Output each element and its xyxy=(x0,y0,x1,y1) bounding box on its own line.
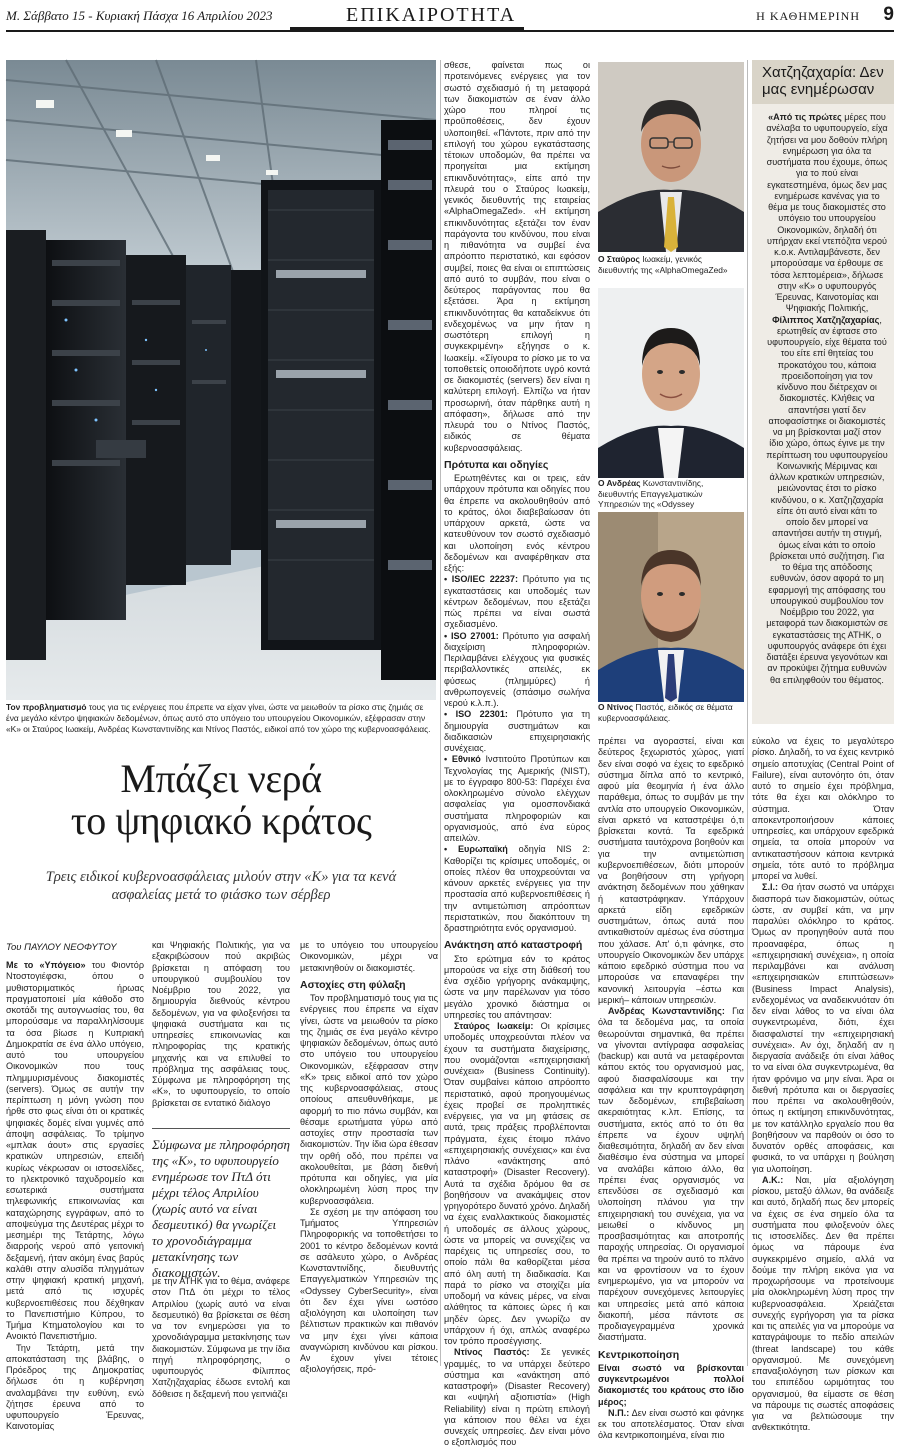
bullet-lead: • Ευρωπαϊκή xyxy=(444,844,508,855)
portrait-name: Ο Ντίνος xyxy=(598,702,634,712)
sidebar-text: , ερωτηθείς αν έφτασε στο υφυπουργείο, είχε θέματα τού του είτε επί θητείας του προκατόχου του, κάποια προειδοποίηση για τον κίνδυνο που διέτρεχαν οι διακομιστές. Κλήθεις να απαντήσει γιατί δεν αποφασίστηκε οι διακομιστές να μη βρίσκονται μαζί στον ίδιο χώρο, όπως έγινε με την περίπτωση του υφυπουργείου Κοινωνικής Μέριμνας και άλλων κρατικών υπηρεσιών, μειώνοντας έτσι το ρίσκο κινδύνου, ο κ. Χατζηζαχαρία είπε ότι αυτό είναι κάτι το οποίο δεν μπορεί να απαντήσει αυτήν τη στιγμή, όμως είναι κάτι το οποίο βρίσκεται υπό συζήτηση. Για το θέμα της απόδοσης ευθυνών, όσον αφορά το μη εφαρμογή της απόφασης του υπουργικού συμβουλίου τον Νοέμβριο του 2022, για μεταφορά των διακομιστών σε εγκαταστάσεις της ΑΤΗΚ, ο υφυπουργός ανάφερε ότι έχει διατάξει έρευνα γεγονότων και αν προκύψει ζήτημα ευθυνών θα επιληφθούν του θέματος. xyxy=(766,314,888,685)
article-paragraph: με το υπόγειο του υπουργείου Οικονομικών, μέχρι να μετακινηθούν οι διακομιστές. xyxy=(300,940,438,973)
question-text: Είναι σωστό να βρίσκονται συγκεντρωμένοι πολλοί διακομιστές του κράτους στο ίδιο μέρος; xyxy=(598,1362,744,1407)
article-paragraph xyxy=(752,1175,894,1434)
lead-in: Με το «Υπόγειο» xyxy=(6,960,86,970)
standard-bullet xyxy=(444,574,590,630)
article-paragraph: Στο ερώτημα εάν το κράτος μπορούσε να είχε στη διάθεσή του ένα σχέδιο γρήγορης ανάκαμψης, ώστε να μην παρέλωναν για τόσο μεγάλο χρονικό διάστημα οι υπηρεσίες του απάντησαν: xyxy=(444,953,590,1020)
portrait-name: Ο Ανδρέας xyxy=(598,478,641,488)
article-paragraph xyxy=(444,1021,590,1347)
speaker-initials: Α.Κ.: xyxy=(762,1174,784,1185)
paragraph-text: Οι κρίσιμες υποδομές υποχρεούνται πλέον να έχουν τα συστήματα διαχείρισης, που ονομάζονται «επιχειρησιακή συνέχεια» (Business Continuity). Όταν συμβαίνει κάποιο απρόοπτο περιστατικό, αφού προηγουμένως έχεις προβεί σε προληπτικές ενέργειες, για να μη φτάσεις σε αυτά, τρεις πράξεις προβλέπονται πράγματα, έχεις έτοιμο πλάνο «επιχειρησιακής συνέχειας» και ένα πλάνο «ανάκτησης από καταστροφή» (Disaster Recovery). Αυτά τα σχέδια δρόμου θα σε βοηθήσουν να ανακάμψεις στον γρηγορότερο δυνατό χρόνο. Δηλαδή να έχεις εναλλακτικούς διακομιστές ή υποδομές σε άλλους χώρους, ώστε να μπορείς να συνεχίζεις να παρέχεις τις υπηρεσίες σου, το οποίο πάλι θα καθορίζεται μέσα από όλη αυτή τη διαδικασία. Και παρά το ρίσκο να στοιχίζει μία υποδομή να κάνεις μέρες, να είναι αλάθητος τα κάποιες ώρες ή και μηδέν ώρες. Δεν γνωρίζω αν υπάρχουν ή όχι, απλώς αναφέρω τον τρόπο προσέγγισης. xyxy=(444,1021,590,1346)
article-column-3 xyxy=(300,940,438,1375)
bullet-lead: • ISO 27001: xyxy=(444,630,499,641)
bullet-text: Πρότυπο για τη δημιουργία συστημάτων και διαδικασιών επιχειρησιακής συνέχειας. xyxy=(444,709,590,753)
portrait-pastos xyxy=(598,512,744,702)
article-column-4 xyxy=(444,60,591,1448)
column-divider xyxy=(747,60,748,1366)
standard-bullet xyxy=(444,844,590,934)
paragraph-text: Για όλα τα δεδομένα μας, τα οποία θεωρούνται σημαντικά, θα πρέπει να γίνονται αντίγραφα ασφαλείας (backup) και αυτά να μεταφέρονται κάπου εκτός του οργανισμού μας, αφού διασφαλίσουμε και την ασφάλεια και την κρυπτογράφηση των δεδομένων, επιβεβαίωση ακεραιότητας κ.λπ. Επίσης, τα συστήματα, εκτός από το ότι θα έπρεπε να έχουν υψηλή διαθεσιμότητα, δηλαδή αν δεν είναι διαθέσιμο ένα σύστημα να μπορεί να αναλάβει κάποιο άλλο, θα πρέπει ένας οργανισμός να επενδύσει σε σχεδιασμό και υλοποίηση πλάνου για την επιχειρησιακή του συνέχεια, για να μειωθεί ο κίνδυνος μη προσβασιμότητας και αποτροπής παροχής υπηρεσίας. Οι οργανισμοί θα πρέπει να τηρούν αυτό το πλάνο και να φροντίσουν να το έχουν ενημερωμένο, για να μπορούν να παρέχουν συνεχόμενες λειτουργίες και υπηρεσίες μετά από κάποια διακοπή, μέσα πάντοτε σε προδιαγεγραμμένα χρονικά διαστήματα. xyxy=(598,1006,744,1343)
bullet-text: Ινστιτούτο Προτύπων και Τεχνολογίας της Αμερικής (NIST), με το έγγραφο 800-53: Παρέχει ένα ολοκληρωμένο σύνολο ελέγχων ασφαλείας για ομοσπονδιακά συστήματα πληροφοριών και οργανισμούς, από ένα εύρος απειλών. xyxy=(444,754,590,843)
standard-bullet xyxy=(444,709,590,754)
data-center-photo xyxy=(6,60,436,700)
article-column-6 xyxy=(752,736,894,1433)
paragraph-text: Ναι, μία αξιολόγηση ρίσκου, μεταξύ άλλων, θα ανάδειξε και αυτό, δηλαδή πως δεν μπορείς να έχεις σε ένα σημείο όλα τα συστήματα που φιλοξενούν όλες τις ιστοσελίδες. Δεν θα πρέπει όμως να πάρουμε ένα συγκεκριμένο σημείο, αλλά να δούμε την πλήρη εικόνα για να προχωρήσουμε να προτείνουμε μία ολοκληρωμένη λύση προς την κυβερνοασφάλεια. Χρειάζεται συνεχής εγρήγορση για τα ρίσκα και τις απειλές για να μπορούμε να καταγράψουμε το πεδίο απειλών (threat landscape) του κάθε οργανισμού. Με συνεχόμενη επαναξιολόγηση των ρίσκων και του επιπέδου ωριμότητας του οργανισμού, θα είμαστε σε θέση να πάρουμε τις σωστές αποφάσεις για να βελτιώσουμε την ανθεκτικότητα. xyxy=(752,1174,894,1433)
article-paragraph xyxy=(6,960,144,1343)
paragraph-text: Θα ήταν σωστό να υπάρχει διασπορά των διακομιστών, ούτως ώστε, αν συμβεί κάτι, να μην παραλύει ολόκληρο το κράτος. Όμως αν προηγηθούν αυτά που προαναφέρα, όπως η «επιχειρησιακή συνέχεια», η οποία περιλαμβάνει και ανάλυση «επιχειρησιακών επιπτώσεων» (Business Impact Analysis), ενδεχομένως να αναδεικνυόταν ότι δεν είναι λάθος το να είναι όλα συγκεντρωμένα, διότι, έχει διασφαλιστεί την «επιχειρησιακή συνέχεια». Αν όχι, δηλαδή αν η διεργασία ανάδειξε ότι είναι λάθος το να είναι όλα συγκεντρωμένα, θα ήταν φρόνιμο να μην είναι. Άρα οι διεθνή πρότυπα και οι διεργασίες που πρέπει να ακολουθηθούν, όπως η εκτίμηση επικινδυνότητας, με τον κατάλληλο εργαλείο που θα βοηθήσουν να παρθούν οι όσο το δυνατόν ορθές αποφάσεις, και φυσικά, το να υπάρχει η βούληση για υλοποίηση. xyxy=(752,882,894,1174)
photo-caption xyxy=(6,702,436,735)
article-paragraph: Τον προβληματισμό τους για τις ενέργειες που έπρεπε να είχαν γίνει, ώστε να μειωθούν τα ρίσκο της ζημιάς σε ένα μεγάλο κέντρο ψηφιακών δεδομένων, όπως αυτό στο υπόγειο του υπουργείου Οικονομικών, εξέφρασαν στην «Κ» τρεις ειδικοί από τον χώρο της κυβερνοασφάλειας, στους οποίους απευθυνθήκαμε, με αφορμή το πιο πάνω συμβάν, και θέσαμε ερωτήματα γύρω από αστοχίες στην προστασία των διακομιστών. Την ίδια ώρα έθεσαν την ορθή οδό, που πρέπει να ακολουθείται, με βάση διεθνή πρότυπα και οδηγίες, για μία ολοκληρωμένη λύση προς την κυβερνοασφάλεια. xyxy=(300,993,438,1206)
portrait-caption xyxy=(598,702,744,723)
sidebar-body xyxy=(752,104,894,686)
speaker-initials: Σ.Ι.: xyxy=(762,882,779,893)
section-heading: Πρότυπα και οδηγίες xyxy=(444,458,549,471)
article-paragraph xyxy=(444,1347,590,1448)
masthead xyxy=(6,2,894,28)
article-paragraph: Την Τετάρτη, μετά την αποκατάσταση της βλάβης, ο Πρόεδρος της Δημοκρατίας δήλωσε ότι η κυβέρνηση αναλαμβάνει την ευθύνη, ενώ ζήτησε έρευνα από το υφυπουργείο Έρευνας, Καινοτομίας xyxy=(6,1342,144,1432)
article-paragraph xyxy=(598,1006,744,1344)
section-heading: Αστοχίες στη φύλαξη xyxy=(300,978,406,991)
sidebar-title: Χατζηζαχαρία: Δεν μας ενημέρωσαν xyxy=(752,60,894,104)
speaker-name: Σταύρος Ιωακείμ: xyxy=(454,1021,534,1031)
article-paragraph xyxy=(598,1408,744,1442)
photo-caption-lead: Τον προβληματισμό xyxy=(6,702,87,712)
portrait-konstantinidis xyxy=(598,288,744,478)
column-divider xyxy=(440,60,441,1366)
headline-line-2: το ψηφιακό κράτος xyxy=(70,798,372,843)
newspaper-name: Η ΚΑΘΗΜΕΡΙΝΗ xyxy=(756,9,860,23)
bullet-lead: • ISO/IEC 22237: xyxy=(444,574,519,585)
bullet-lead: • ISO 22301: xyxy=(444,709,508,720)
article-column-5 xyxy=(598,736,744,1441)
paragraph-text: του Φιοντόρ Ντοστογιέφσκι, όπου ο μυθιστοριματικός ήρωας πραγματοποιεί μία κάθοδο στο σκοτάδι της αυτογνωσίας του, θα μπορούσαμε να παραλληλίσουμε τα όσα βίωσε η Κυπριακή Δημοκρατία σε ένα άλλο υπόγειο, αυτό του υπουργείου Οικονομικών που τους πλημμυρισμένους διακομιστές (servers). Όμως σε αυτήν την περίπτωση η μόνη γνώση που ήρθε στο φως είναι ότι οι κρατικές ψηφιακές δομές είναι γυμνές από άποψη ασφάλειας. Το τρίμηνο «μπλακ άουτ» στις εργασίες κρατικών υπηρεσιών, επειδή κυρίως νέκρωσαν οι ιστοσελίδες, το ηλεκτρονικό ταχυδρομείο και εσωτερικά συστήματα τηλεφωνικής επικοινωνίας και καταχώρησης εγγράφων, από το αποψεύγμα της Δευτέρας μέχρι το μεσημέρι της Τετάρτης, λόγω διαρροής νερού από γειτονική δεξαμενή, ήταν ακόμη ένας βαρύς καλάθι στην αλυσίδα πληγμάτων στην ψηφιακή κρατική μηχανή, μετά από τις ισχυρές κυβερνοεπιθέσεις που δέχθηκαν το Πανεπιστήμιο Κύπρου, το Τμήμα Κτηματολογίου και το Ανοικτό Πανεπιστήμιο. xyxy=(6,960,144,1342)
article-paragraph: και Ψηφιακής Πολιτικής, για να εξακριβώσουν πού ακριβώς βρίσκεται η απόφαση του υπουργικού συμβουλίου τον Νοέμβριο του 2022, για δημιουργία διεθνούς κέντρου δεδομένων, για να φιλοξενήσει τα ψηφιακά συστήματα και τις υπηρεσίες επικοινωνίας και πληροφορίας της κρατικής μηχανής και να επιλυθεί το πρόβλημα της ασφάλειας τους. Σύμφωνα με πληροφόρηση της «Κ», το υφυπουργείο, το οποίο βρίσκεται σε εντατικό διάλογο xyxy=(152,940,290,1108)
standard-bullet xyxy=(444,631,590,710)
article-column-1 xyxy=(6,960,144,1432)
article-column-2-continued xyxy=(152,1276,290,1399)
headline xyxy=(6,758,436,842)
masthead-section-rule xyxy=(290,27,524,31)
sidebar-person-name: Φίλιππος Χατζηζαχαρίας xyxy=(772,314,880,325)
sidebar-lead: «Από τις πρώτες xyxy=(768,112,842,122)
speaker-name: Ντίνος Παστός: xyxy=(454,1347,530,1358)
article-paragraph xyxy=(752,882,894,1175)
sidebar-box xyxy=(752,60,894,724)
bullet-lead: • Εθνικό xyxy=(444,754,481,765)
article-paragraph: με την ΑΤΗΚ για το θέμα, ανάφερε στον ΠτΔ ότι μέχρι το τέλος Απριλίου (χωρίς αυτό να είναι δεσμευτικό) θα βρίσκεται σε θέση να τον ενημερώσει για το χρονοδιάγραμμα μετακίνησης των διακομιστών. Σύμφωνα με την ίδια πηγή πληροφόρησης, ο υφυπουργός Φίλιππος Χατζηζαχαρίας έδωσε εντολή και δόθεισε η δεξαμενή που γειτνιάζει xyxy=(152,1276,290,1399)
bullet-text: Πρότυπο για ασφαλή διαχείριση πληροφοριών. Περιλαμβάνει ελέγχους για φυσικές περιβαλλοντικές απειλές, εκ φύσεως (πλημμύρες) ή ανθρωπογενείς (σπάσιμο σωλήνα νερού κ.λ.π.). xyxy=(444,630,590,708)
portrait-role: Παστός, ειδικός σε θέματα κυβερνοασφάλειας. xyxy=(598,702,733,723)
sidebar-text: μέρες που ανέλαβα το υφυπουργείο, είχα ζητήσει να μου δοθούν πλήρη ενημέρωση για όλα τα συστήματα που έχουμε, όπως για το πού είναι εγκατεστημένα, όμως δεν μας ενημέρωσε κανένας για το θέμα με τους διακομιστές στο υπόγειο του υπουργείου Οικονομικών, δηλαδή ότι υπήρχαν εκεί ντεπόζιτα νερού κ.ο.κ. Αντιλαμβάνεστε, δεν μπορούσαμε να έρθουμε σε τόσα λεπτομέρεια», δήλωσε στην «Κ» ο υφυπουργός Έρευνας, Καινοτομίας και Ψηφιακής Πολιτικής, xyxy=(766,112,888,314)
section-heading: Κεντρικοποίηση xyxy=(598,1348,680,1361)
section-title: ΕΠΙΚΑΙΡΟΤΗΤΑ xyxy=(346,4,517,26)
speaker-initials: Ν.Π.: xyxy=(608,1407,630,1418)
byline: Του ΠΑΥΛΟΥ ΝΕΟΦΥΤΟΥ xyxy=(6,942,117,953)
paragraph-text: Δεν είναι σωστό και φάνηκε εκ του αποτελέσματος. Όταν είναι όλα κεντρικοποιημένα, είναι πιο xyxy=(598,1407,744,1441)
subheadline: Τρεις ειδικοί κυβερνοασφάλειας μιλούν στην «Κ» για τα κενά ασφαλείας μετά το φιάσκο των σέρβερ xyxy=(45,869,397,903)
pull-quote: Σύμφωνα με πληροφόρηση της «Κ», το υφυπουργείο ενημέρωσε τον ΠτΔ ότι μέχρι τέλος Απριλίου (χωρίς αυτό να είναι δεσμευτικό) θα γνωρίζει το χρονοδιάγραμμα μετακίνησης των διακομιστών. xyxy=(152,1128,290,1281)
issue-date: Μ. Σάββατο 15 - Κυριακή Πάσχα 16 Απριλίου 2023 xyxy=(6,8,273,23)
bullet-text: οδηγία NIS 2: Καθορίζει τις κρίσιμες υποδομές, οι οποίες πλέον θα υποχρεούνται να κάνουν αρκετές ενέργειες για την προστασία από κυβερνοεπιθέσεις ή την αντιμετώπιση απρόοπτων περιστατικών, που διακόπτουν τη δραστηριότητα ενός οργανισμού. xyxy=(444,844,591,933)
section-heading: Ανάκτηση από καταστροφή xyxy=(444,939,583,952)
article-paragraph: πρέπει να αγοραστεί, είναι και δεύτερος ξεχωριστός χώρος, γιατί δεν είναι σοφό να έχεις το εφεδρικό σύστημα δίπλα από το κεντρικό, αφού μία θεομηνία ή ένα άλλο παράθεμα, όπως το συμβάν με την αντλία στο υπουργείο Οικονομικών, είναι αρκετό να καταστρέψει ό,τι βρίσκεται κοντά. Τα εφεδρικά συστήματα ταυτόχρονα βοηθούν και για την αντιμετώπιση κυβερνοεπιθέσεων, διότι μπορούν να βοηθήσουν στη γρήγορη ανάκτηση δεδομένων που χάθηκαν ή καταστράφηκαν. Υπάρχουν αρκετά είδη εφεδρικών συστημάτων, όπως αυτά που αντικαθιστούν αμέσως ένα σύστημα που χάλασε. Απ' ό,τι φάνηκε, στο υπουργείο Οικονομικών δεν υπάρχε κάποιο εφεδρικό σύστημα που να μπορούσε να επαναφέρει την κανονική λειτουργία –έστω και μερική– κάποιων υπηρεσιών. xyxy=(598,736,744,1005)
page-number: 9 xyxy=(883,4,894,25)
portrait-caption xyxy=(598,254,744,275)
portrait-name: Ο Σταύρος xyxy=(598,254,640,264)
article-paragraph: Ερωτηθέντες και οι τρεις, εάν υπάρχουν πρότυπα και οδηγίες που θα έπρεπε να ακολουθηθούν από το κράτος, όλοι διαβεβαίωσαν ότι υπάρχουν αρκετά, ώστε να κατευθύνουν τον σωστό σχεδιασμό και υλοποίηση ενός κέντρου δεδομένων και αναφέρθηκαν στα εξής: xyxy=(444,473,590,573)
article-column-2 xyxy=(152,940,290,1120)
photo-caption-text: τους για τις ενέργειες που έπρεπε να είχαν γίνει, ώστε να μειωθούν τα ρίσκο στις ζημιάς σε ένα μεγάλο κέντρο ψηφιακών δεδομένων, όπως αυτό στο υπόγειο του υπουργείου Οικονομικών, εξέφρασαν στην «Κ» οι Σταύρος Ιωακείμ, Ανδρέας Κωνσταντινίδης και Ντίνος Παστός, ειδικοί από τον χώρο της κυβερνοασφάλειας. xyxy=(6,702,431,734)
speaker-name: Ανδρέας Κωνσταντινίδης: xyxy=(608,1006,725,1016)
portrait-role: Ιωακείμ, γενικός διευθυντής της «AlphaOmegaZed» xyxy=(598,254,728,275)
headline-line-1: Μπάζει νερά xyxy=(120,756,322,801)
portrait-role: Κωνσταντινίδης, διευθυντής Επαγγελματικών Υπηρεσιών της «Odyssey xyxy=(598,478,704,509)
paragraph-text: Σε γενικές γραμμές, το να υπάρχει δεύτερο σύστημα και «ανάκτηση από καταστροφή» (Disaster Recovery) και «υψηλή αξιοπιστία» (High Reliability) είναι η πρώτη επιλογή για κάποιον που θέλει να έχει συνεχείς υπηρεσίες. Δεν είναι μόνο ο εξοπλισμός που xyxy=(444,1347,590,1448)
portrait-ioakeim xyxy=(598,62,744,252)
article-paragraph: Σε σχέση με την απόφαση του Τμήματος Υπηρεσιών Πληροφορικής να τοποθετήσει το 2001 το κέντρο δεδομένων κοντά σε ασάλευτο χώρο, ο Ανδρέας Κωνσταντινίδης, διευθυντής Επαγγελματικών Υπηρεσιών της «Odyssey CyberSecurity», είναι ότι δεν έχει γίνει ωστόσο αξιολόγηση και υλοποίηση των βέλτιστων πρακτικών και πιθανόν να μην έχει γίνει κάποια αναγνώριση κινδύνου και ρίσκου. Αν έχουν γίνει τέτοιες αξιολογήσεις, πρό- xyxy=(300,1206,438,1375)
standard-bullet xyxy=(444,754,590,844)
bullet-text: Πρότυπο για τις εγκαταστάσεις και υποδομές των κέντρων δεδομένων, που εξετάζει πώς πρέπει να είναι σωστά σχεδιασμένο. xyxy=(444,574,591,630)
article-paragraph: εύκολο να έχεις το μεγαλύτερο ρίσκο. Δηλαδή, το να έχεις κεντρικό σημείο αποτυχίας (Central Point of Failure), είναι αυτονόητο ότι, όταν αυτό το σημείο έχει πρόβλημα, τότε θα έχει και ολόκληρο το σύστημα. Όταν αποκεντροποιήσουν κάποιες υπηρεσίες, και υπάρχουν εφεδρικά σημεία, τα οποία μπορούν να αντικαταστήσουν κάποια κεντρικά σημεία, τότε αυτό το πρόβλημα μπορεί να λυθεί. xyxy=(752,736,894,881)
article-paragraph: σθεσε, φαίνεται πως οι προτεινόμενες ενέργειες για τον σωστό σχεδιασμό ή τη μεταφορά των διακομιστών σε έναν άλλο χώρο που πληροί τις προϋποθέσεις, δεν έχουν υλοποιηθεί. «Πάντοτε, πριν από την επιλογή του χώρου εγκατάστασης τέτοιων υποδομών, θα πρέπει να προηγείται μια εκτίμηση επικινδυνότητας», είπε από την πλευρά του ο Σταύρος Ιωακείμ, γενικός διευθυντής της εταιρείας «AlphaOmegaZed». «Η εκτίμηση επικινδυνότητας εξετάζει τον έναν παράγοντα του κινδύνου, που είναι η πιθανότητα να συμβεί ένα απρόοπτο περιστατικό, και εφόσον συμβεί, ποιες θα είναι οι επιπτώσεις από αυτό το συμβάν, που είναι ο δεύτερος παράγοντας που θα εξετάσει. Άρα η εκτίμηση επικινδυνότητας θα καταδείκνυε ότι ενδεχομένως να μην ήταν η σωστότερη επιλογή η συγκεκριμένη» εξήγησε ο κ. Ιωακείμ. «Σίγουρα το ρίσκο με το να τοποθετείς οποιοδήποτε υγρό κοντά σε διακομιστές (servers) δεν είναι η καλύτερη επιλογή. Ελπίζω να ήταν προσωρινή, όταν πάρθηκε αυτή η απόφαση», δήλωσε από την πλευρά του ο Ντίνος Παστός, ειδικός σε θέματα κυβερνοασφάλειας. xyxy=(444,60,590,453)
